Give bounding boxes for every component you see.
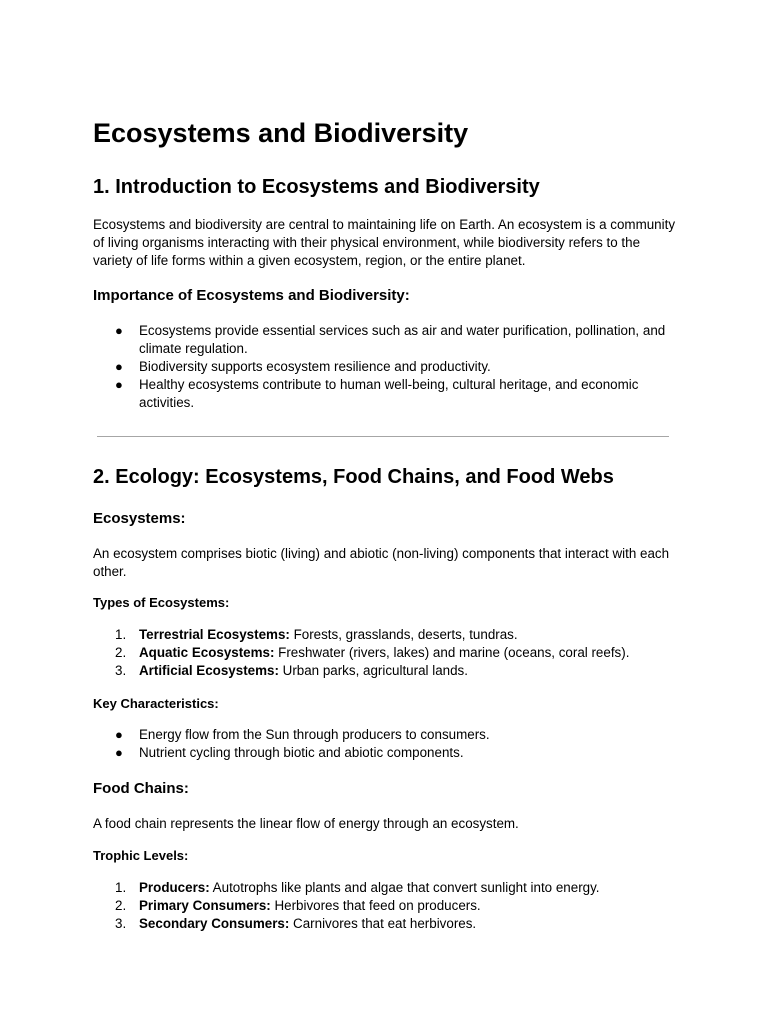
list-item-text: Biodiversity supports ecosystem resilience and productivity. — [139, 359, 491, 374]
section-1-intro: Ecosystems and biodiversity are central to maintaining life on Earth. An ecosystem is a community of living organisms interacting with their physical environment, while biodiversity refers to the variety of life forms within a given ecosystem, region, or the entire planet. — [93, 217, 676, 268]
term-description: Autotrophs like plants and algae that convert sunlight into energy. — [209, 880, 600, 895]
bullet-marker: ● — [115, 727, 123, 742]
document-title: Ecosystems and Biodiversity — [93, 118, 469, 148]
list-item — [93, 322, 678, 358]
list-item — [93, 744, 678, 762]
trophic-heading: Trophic Levels: — [93, 848, 189, 863]
section-divider — [97, 436, 669, 437]
term: Primary Consumers: — [139, 898, 271, 913]
list-item — [93, 915, 678, 933]
list-item — [93, 726, 678, 744]
term-description: Herbivores that feed on producers. — [270, 898, 481, 913]
bullet-marker: ● — [115, 359, 123, 374]
food-chains-heading: Food Chains: — [93, 780, 189, 797]
types-list — [93, 626, 678, 680]
characteristics-heading: Key Characteristics: — [93, 696, 219, 711]
food-chains-intro: A food chain represents the linear flow of energy through an ecosystem. — [93, 816, 519, 831]
list-item — [93, 376, 678, 412]
list-item — [93, 662, 678, 680]
list-item-text: Nutrient cycling through biotic and abiotic components. — [139, 745, 464, 760]
list-item — [93, 879, 678, 897]
list-number: 3. — [115, 663, 127, 678]
list-item — [93, 644, 678, 662]
term: Terrestrial Ecosystems: — [139, 627, 290, 642]
section-2-heading: 2. Ecology: Ecosystems, Food Chains, and Food Webs — [93, 466, 614, 488]
list-item-text: Healthy ecosystems contribute to human well-being, cultural heritage, and economic activities. — [139, 377, 639, 410]
list-item — [93, 626, 678, 644]
list-item — [93, 358, 678, 376]
characteristics-list — [93, 726, 678, 762]
list-number: 1. — [115, 627, 127, 642]
term-description: Forests, grasslands, deserts, tundras. — [289, 627, 518, 642]
ecosystems-intro: An ecosystem comprises biotic (living) and abiotic (non-living) components that interact with each other. — [93, 546, 670, 579]
term: Aquatic Ecosystems: — [139, 645, 275, 660]
importance-heading: Importance of Ecosystems and Biodiversity: — [93, 287, 410, 304]
term-description: Urban parks, agricultural lands. — [278, 663, 468, 678]
term: Secondary Consumers: — [139, 916, 290, 931]
list-number: 3. — [115, 916, 127, 931]
trophic-list — [93, 879, 678, 933]
bullet-marker: ● — [115, 377, 123, 392]
list-item — [93, 897, 678, 915]
list-item-text: Energy flow from the Sun through producers to consumers. — [139, 727, 490, 742]
list-number: 2. — [115, 645, 127, 660]
term: Artificial Ecosystems: — [139, 663, 279, 678]
term: Producers: — [139, 880, 210, 895]
term-description: Carnivores that eat herbivores. — [289, 916, 477, 931]
importance-list — [93, 322, 678, 412]
types-heading: Types of Ecosystems: — [93, 595, 230, 610]
list-number: 1. — [115, 880, 127, 895]
list-item-text: Ecosystems provide essential services such as air and water purification, pollination, and climate regulation. — [139, 323, 666, 356]
ecosystems-heading: Ecosystems: — [93, 510, 186, 527]
bullet-marker: ● — [115, 323, 123, 338]
term-description: Freshwater (rivers, lakes) and marine (oceans, coral reefs). — [274, 645, 630, 660]
bullet-marker: ● — [115, 745, 123, 760]
list-number: 2. — [115, 898, 127, 913]
section-1-heading: 1. Introduction to Ecosystems and Biodiversity — [93, 176, 540, 198]
